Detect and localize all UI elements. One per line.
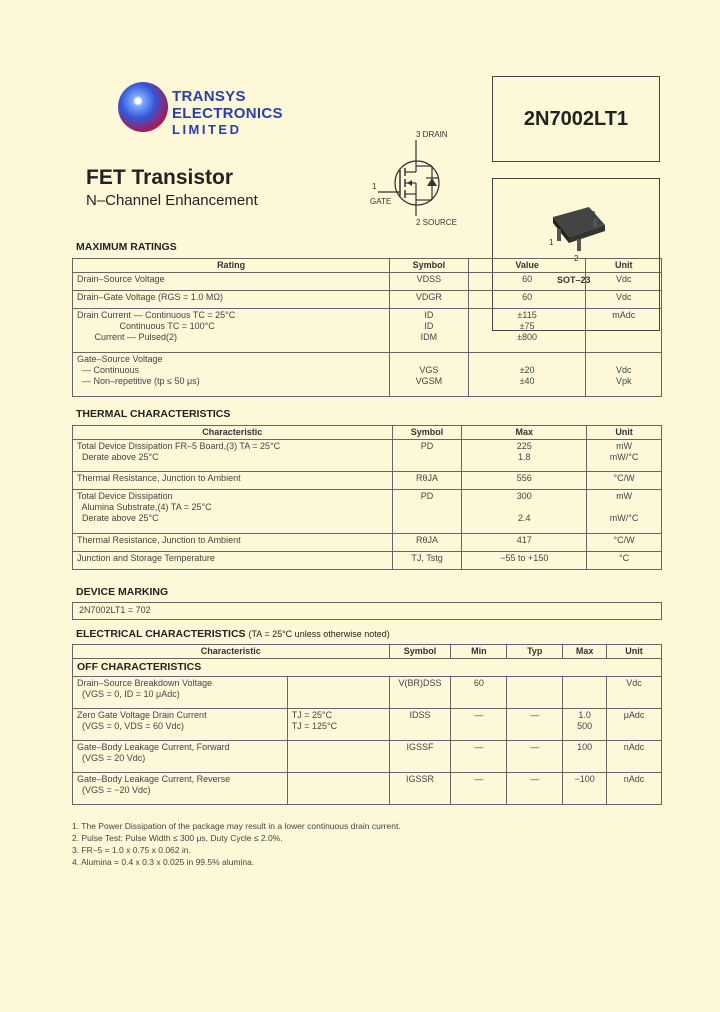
symbol-cell: VDSS (390, 273, 469, 291)
col-header: Symbol (389, 645, 451, 659)
electrical-heading-note: (TA = 25°C unless otherwise noted) (248, 629, 390, 639)
pkg-pin-1: 1 (549, 238, 554, 247)
table-row (73, 309, 662, 353)
table-row (73, 534, 662, 552)
footnote: 3. FR–5 = 1.0 x 0.75 x 0.062 in. (72, 845, 191, 855)
symbol-cell: IDSS (389, 709, 451, 741)
max-cell: 225 1.8 (462, 440, 587, 472)
unit-cell: nAdc (607, 773, 662, 805)
col-header: Max (462, 426, 587, 440)
symbol-cell: PD (392, 490, 462, 534)
unit-cell: μAdc (607, 709, 662, 741)
company-logo-text (172, 88, 283, 137)
pkg-pin-2: 2 (574, 254, 579, 263)
part-number: 2N7002LT1 (523, 107, 629, 130)
fet-schematic-symbol (360, 126, 490, 226)
page-subtitle: N–Channel Enhancement (86, 192, 258, 209)
unit-cell: Vdc Vpk (586, 353, 662, 397)
unit-cell: °C (587, 552, 662, 570)
device-marking-value: 2N7002LT1 = 702 (72, 602, 662, 620)
table-row (73, 273, 662, 291)
max-cell: −100 (563, 773, 607, 805)
col-header: Rating (73, 259, 390, 273)
max-cell: 300 2.4 (462, 490, 587, 534)
characteristic-cell: Gate–Body Leakage Current, Forward (VGS = 20 Vdc) (73, 741, 288, 773)
characteristic-cell: Zero Gate Voltage Drain Current (VGS = 0, VDS = 60 Vdc) (73, 709, 288, 741)
thermal-heading: THERMAL CHARACTERISTICS (76, 408, 231, 420)
condition-cell: TJ = 25°C TJ = 125°C (287, 709, 389, 741)
table-header-row (73, 426, 662, 440)
col-header: Max (563, 645, 607, 659)
table-row (73, 709, 662, 741)
unit-cell: mAdc (586, 309, 662, 353)
col-header: Characteristic (73, 426, 393, 440)
table-row (73, 353, 662, 397)
characteristic-cell: Total Device Dissipation FR–5 Board,(3) TA = 25°C Derate above 25°C (73, 440, 393, 472)
table-row (73, 552, 662, 570)
footnote: 2. Pulse Test: Pulse Width ≤ 300 μs, Duty Cycle ≤ 2.0%. (72, 833, 283, 843)
max-cell: 556 (462, 472, 587, 490)
unit-cell: Vdc (586, 273, 662, 291)
symbol-cell: ID ID IDM (390, 309, 469, 353)
source-label: 2 SOURCE (416, 218, 457, 226)
min-cell: — (451, 709, 507, 741)
rating-cell: Gate–Source Voltage — Continuous — Non–repetitive (tp ≤ 50 μs) (73, 353, 390, 397)
off-characteristics-heading: OFF CHARACTERISTICS (73, 659, 662, 677)
max-cell (563, 677, 607, 709)
max-cell: 1.0 500 (563, 709, 607, 741)
characteristic-cell: Thermal Resistance, Junction to Ambient (73, 534, 393, 552)
typ-cell: — (507, 709, 563, 741)
table-row (73, 490, 662, 534)
condition-cell (287, 773, 389, 805)
max-ratings-table (72, 258, 662, 397)
value-cell: ±20 ±40 (468, 353, 586, 397)
value-cell: 60 (468, 291, 586, 309)
electrical-heading-wrap (76, 628, 390, 640)
value-cell: 60 (468, 273, 586, 291)
part-number-box (492, 76, 660, 162)
col-header: Value (468, 259, 586, 273)
col-header: Unit (587, 426, 662, 440)
rating-cell: Drain–Gate Voltage (RGS = 1.0 MΩ) (73, 291, 390, 309)
unit-cell: nAdc (607, 741, 662, 773)
typ-cell: — (507, 773, 563, 805)
pkg-pin-3: 3 (591, 210, 596, 219)
min-cell: 60 (451, 677, 507, 709)
rating-cell: Drain–Source Voltage (73, 273, 390, 291)
unit-cell: mW mW/°C (587, 440, 662, 472)
min-cell: — (451, 741, 507, 773)
drain-label: 3 DRAIN (416, 130, 448, 139)
package-label: SOT–23 (557, 275, 591, 285)
col-header: Unit (586, 259, 662, 273)
electrical-table (72, 644, 662, 805)
symbol-cell: RθJA (392, 534, 462, 552)
symbol-cell: RθJA (392, 472, 462, 490)
device-marking-heading: DEVICE MARKING (76, 586, 169, 598)
symbol-cell: TJ, Tstg (392, 552, 462, 570)
value-cell: ±115 ±75 ±800 (468, 309, 586, 353)
typ-cell: — (507, 741, 563, 773)
table-row (73, 472, 662, 490)
col-header: Characteristic (73, 645, 390, 659)
footnote: 1. The Power Dissipation of the package may result in a lower continuous drain current. (72, 821, 401, 831)
rating-cell: Drain Current — Continuous TC = 25°C Continuous TC = 100°C Current — Pulsed(2) (73, 309, 390, 353)
gate-pin-number: 1 (372, 182, 377, 191)
footnotes (72, 820, 401, 868)
symbol-cell: IGSSF (389, 741, 451, 773)
characteristic-cell: Thermal Resistance, Junction to Ambient (73, 472, 393, 490)
characteristic-cell: Gate–Body Leakage Current, Reverse (VGS = −20 Vdc) (73, 773, 288, 805)
symbol-cell: VGS VGSM (390, 353, 469, 397)
condition-cell (287, 741, 389, 773)
condition-cell (287, 677, 389, 709)
max-cell: 417 (462, 534, 587, 552)
footnote: 4. Alumina = 0.4 x 0.3 x 0.025 in 99.5% alumina. (72, 857, 255, 867)
thermal-table (72, 425, 662, 570)
logo-line-2: ELECTRONICS (172, 105, 283, 122)
company-logo-globe (118, 82, 168, 132)
page-title: FET Transistor (86, 166, 234, 189)
table-header-row (73, 259, 662, 273)
col-header: Typ (507, 645, 563, 659)
min-cell: — (451, 773, 507, 805)
gate-label: GATE (370, 197, 392, 206)
max-cell: 100 (563, 741, 607, 773)
table-row (73, 741, 662, 773)
col-header: Unit (607, 645, 662, 659)
section-row (73, 659, 662, 677)
logo-line-3: LIMITED (172, 122, 242, 137)
table-row (73, 291, 662, 309)
table-row (73, 677, 662, 709)
table-row (73, 773, 662, 805)
col-header: Symbol (392, 426, 462, 440)
col-header: Symbol (390, 259, 469, 273)
unit-cell: °C/W (587, 472, 662, 490)
unit-cell: °C/W (587, 534, 662, 552)
unit-cell: Vdc (586, 291, 662, 309)
col-header: Min (451, 645, 507, 659)
table-row (73, 440, 662, 472)
max-cell: −55 to +150 (462, 552, 587, 570)
symbol-cell: VDGR (390, 291, 469, 309)
unit-cell: Vdc (607, 677, 662, 709)
max-ratings-heading: MAXIMUM RATINGS (76, 241, 177, 253)
symbol-cell: V(BR)DSS (389, 677, 451, 709)
logo-line-1: TRANSYS (172, 88, 246, 105)
characteristic-cell: Total Device Dissipation Alumina Substrate,(4) TA = 25°C Derate above 25°C (73, 490, 393, 534)
table-header-row (73, 645, 662, 659)
symbol-cell: IGSSR (389, 773, 451, 805)
symbol-cell: PD (392, 440, 462, 472)
electrical-heading: ELECTRICAL CHARACTERISTICS (76, 628, 246, 640)
characteristic-cell: Drain–Source Breakdown Voltage (VGS = 0, ID = 10 μAdc) (73, 677, 288, 709)
unit-cell: mW mW/°C (587, 490, 662, 534)
characteristic-cell: Junction and Storage Temperature (73, 552, 393, 570)
typ-cell (507, 677, 563, 709)
